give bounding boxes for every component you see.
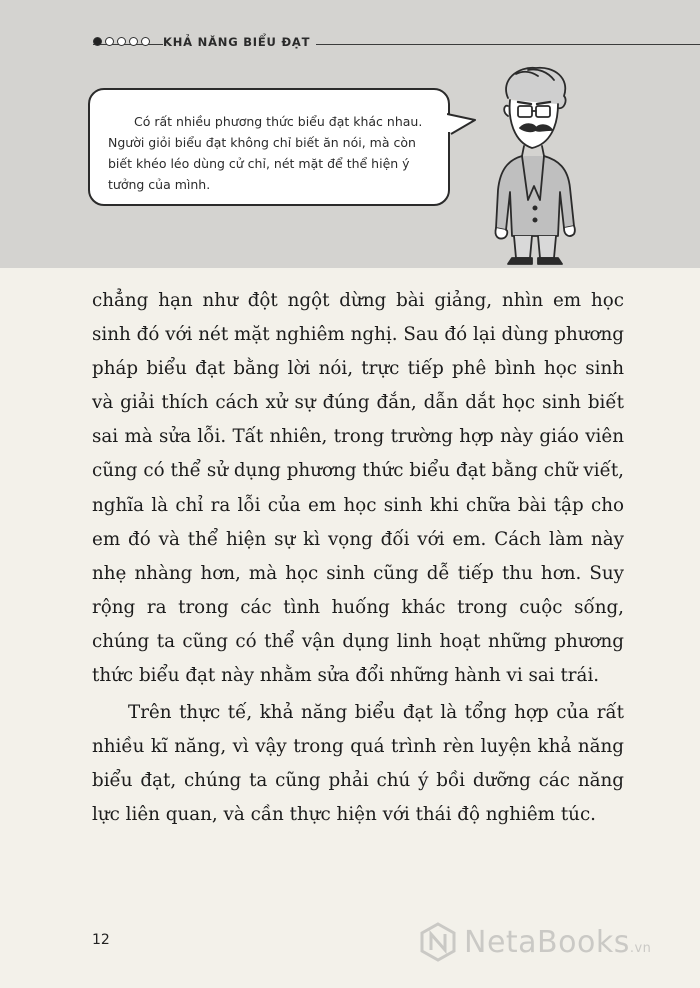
teacher-illustration-icon bbox=[478, 60, 588, 270]
watermark-brand: NetaBooks bbox=[464, 924, 630, 960]
watermark-text bbox=[464, 925, 651, 960]
section-title: KHẢ NĂNG BIỂU ĐẠT bbox=[163, 35, 316, 49]
progress-dot bbox=[105, 37, 114, 46]
watermark bbox=[418, 922, 651, 962]
watermark-suffix: .vn bbox=[629, 940, 652, 956]
netabooks-logo-icon bbox=[418, 922, 458, 962]
progress-dot bbox=[117, 37, 126, 46]
body-text bbox=[92, 284, 624, 833]
chapter-progress-dots bbox=[93, 37, 150, 46]
progress-dot bbox=[129, 37, 138, 46]
progress-dot bbox=[141, 37, 150, 46]
speech-bubble-tail bbox=[447, 112, 479, 142]
speech-bubble-text: Có rất nhiều phương thức biểu đạt khác nhau. Người giỏi biểu đạt không chỉ biết ăn nói, mà còn biết khéo léo dùng cử chỉ, nét mặt để thể hiện ý tưởng của mình. bbox=[108, 114, 423, 192]
body-paragraph: chẳng hạn như đột ngột dừng bài giảng, nhìn em học sinh đó với nét mặt nghiêm nghị. Sau đó lại dùng phương pháp biểu đạt bằng lời nói, trực tiếp phê bình học sinh và giải thích cách xử sự đúng đắn, dẫn dắt học sinh biết sai mà sửa lỗi. Tất nhiên, trong trường hợp này giáo viên cũng có thể sử dụng phương thức biểu đạt bằng chữ viết, nghĩa là chỉ ra lỗi của em học sinh khi chữa bài tập cho em đó và thể hiện sự kì vọng đối với em. Cách làm này nhẹ nhàng hơn, mà học sinh cũng dễ tiếp thu hơn. Suy rộng ra trong các tình huống khác trong cuộc sống, chúng ta cũng có thể vận dụng linh hoạt những phương thức biểu đạt này nhằm sửa đổi những hành vi sai trái. bbox=[92, 290, 624, 687]
progress-dot bbox=[93, 37, 102, 46]
page-number: 12 bbox=[92, 932, 110, 948]
body-paragraph: Trên thực tế, khả năng biểu đạt là tổng hợp của rất nhiều kĩ năng, vì vậy trong quá trình rèn luyện khả năng biểu đạt, chúng ta cũng phải chú ý bồi dưỡng các năng lực liên quan, và cần thực hiện với thái độ nghiêm túc. bbox=[92, 702, 624, 826]
